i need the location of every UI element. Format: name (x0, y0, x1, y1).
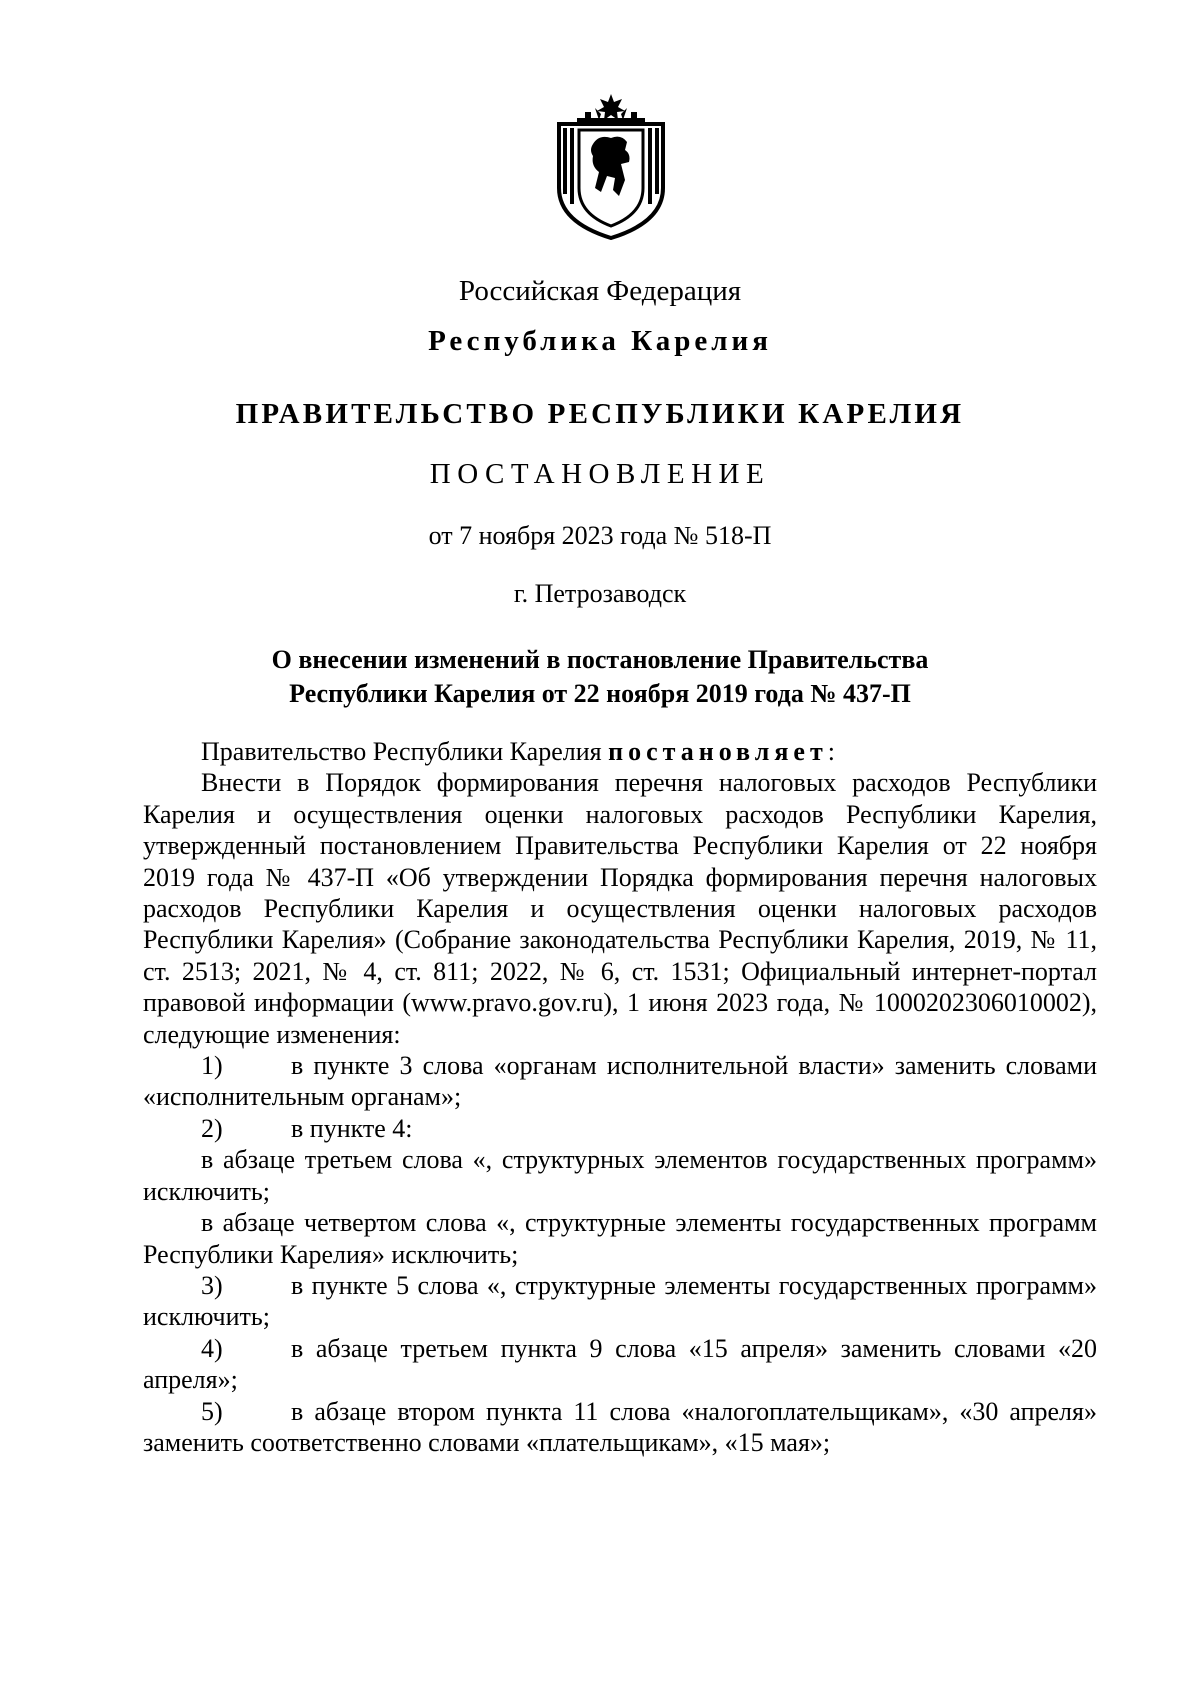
sub-paragraph: в абзаце четвертом слова «, структурные элементы государственных программ Республики Карелия» исключить; (143, 1208, 1097, 1269)
intro-colon: : (827, 737, 835, 766)
document-title (0, 643, 1200, 711)
item-text: в абзаце втором пункта 11 слова «налогоплательщикам», «30 апреля» заменить соответственно словами «плательщикам», «15 мая»; (143, 1396, 1097, 1457)
item-text: в абзаце третьем пункта 9 слова «15 апреля» заменить словами «20 апреля»; (143, 1333, 1097, 1395)
date-and-number: от 7 ноября 2023 года № 518-П (428, 521, 772, 550)
item-text: в пункте 3 слова «органам исполнительной власти» заменить словами «исполнительным органам»; (143, 1051, 1097, 1112)
item-number: 3) (201, 1270, 223, 1300)
item-number: 5) (201, 1396, 223, 1426)
item-number: 4) (201, 1333, 223, 1363)
item-number: 1) (201, 1051, 223, 1081)
item-number: 2) (201, 1113, 223, 1143)
country-name: Российская Федерация (458, 275, 742, 307)
item-text: в пункте 4: (291, 1113, 413, 1143)
list-item (143, 1050, 1097, 1113)
intro-subject: Правительство Республики Карелия (201, 737, 609, 766)
sub-paragraph: в абзаце третьем слова «, структурных элементов государственных программ» исключить; (143, 1145, 1097, 1206)
karelia-coat-of-arms-icon (555, 92, 667, 240)
document-type: ПОСТАНОВЛЕНИЕ (429, 458, 771, 490)
city: г. Петрозаводск (513, 579, 687, 608)
title-line-1: О внесении изменений в постановление Правительства (271, 645, 929, 674)
document-body (143, 736, 1097, 1458)
government-name: ПРАВИТЕЛЬСТВО РЕСПУБЛИКИ КАРЕЛИЯ (235, 398, 965, 430)
title-line-2: Республики Карелия от 22 ноября 2019 года № 437-П (289, 679, 911, 708)
list-item (143, 1396, 1097, 1459)
republic-name: Республика Карелия (428, 325, 772, 357)
list-item (143, 1113, 1097, 1144)
list-item (143, 1270, 1097, 1333)
list-item (143, 1333, 1097, 1396)
intro-verb: постановляет (608, 737, 828, 766)
item-text: в пункте 5 слова «, структурные элементы государственных программ» исключить; (143, 1270, 1097, 1332)
main-paragraph: Внести в Порядок формирования перечня налоговых расходов Республики Карелия и осуществления оценки налоговых расходов Республики Карелия, утвержденный постановлением Правительства Республики Карелия от 22 ноября 2019 года № 437-П «Об утверждении Порядка формирования перечня налоговых расходов Республики Карелия и осуществления оценки налоговых расходов Республики Карелия» (Собрание законодательства Республики Карелия, 2019, № 11, ст. 2513; 2021, № 4, ст. 811; 2022, № 6, ст. 1531; Официальный интернет-портал правовой информации (www.pravo.gov.ru), 1 июня 2023 года, № 1000202306010002), следующие изменения: (143, 768, 1097, 1049)
intro-paragraph (143, 736, 1097, 767)
